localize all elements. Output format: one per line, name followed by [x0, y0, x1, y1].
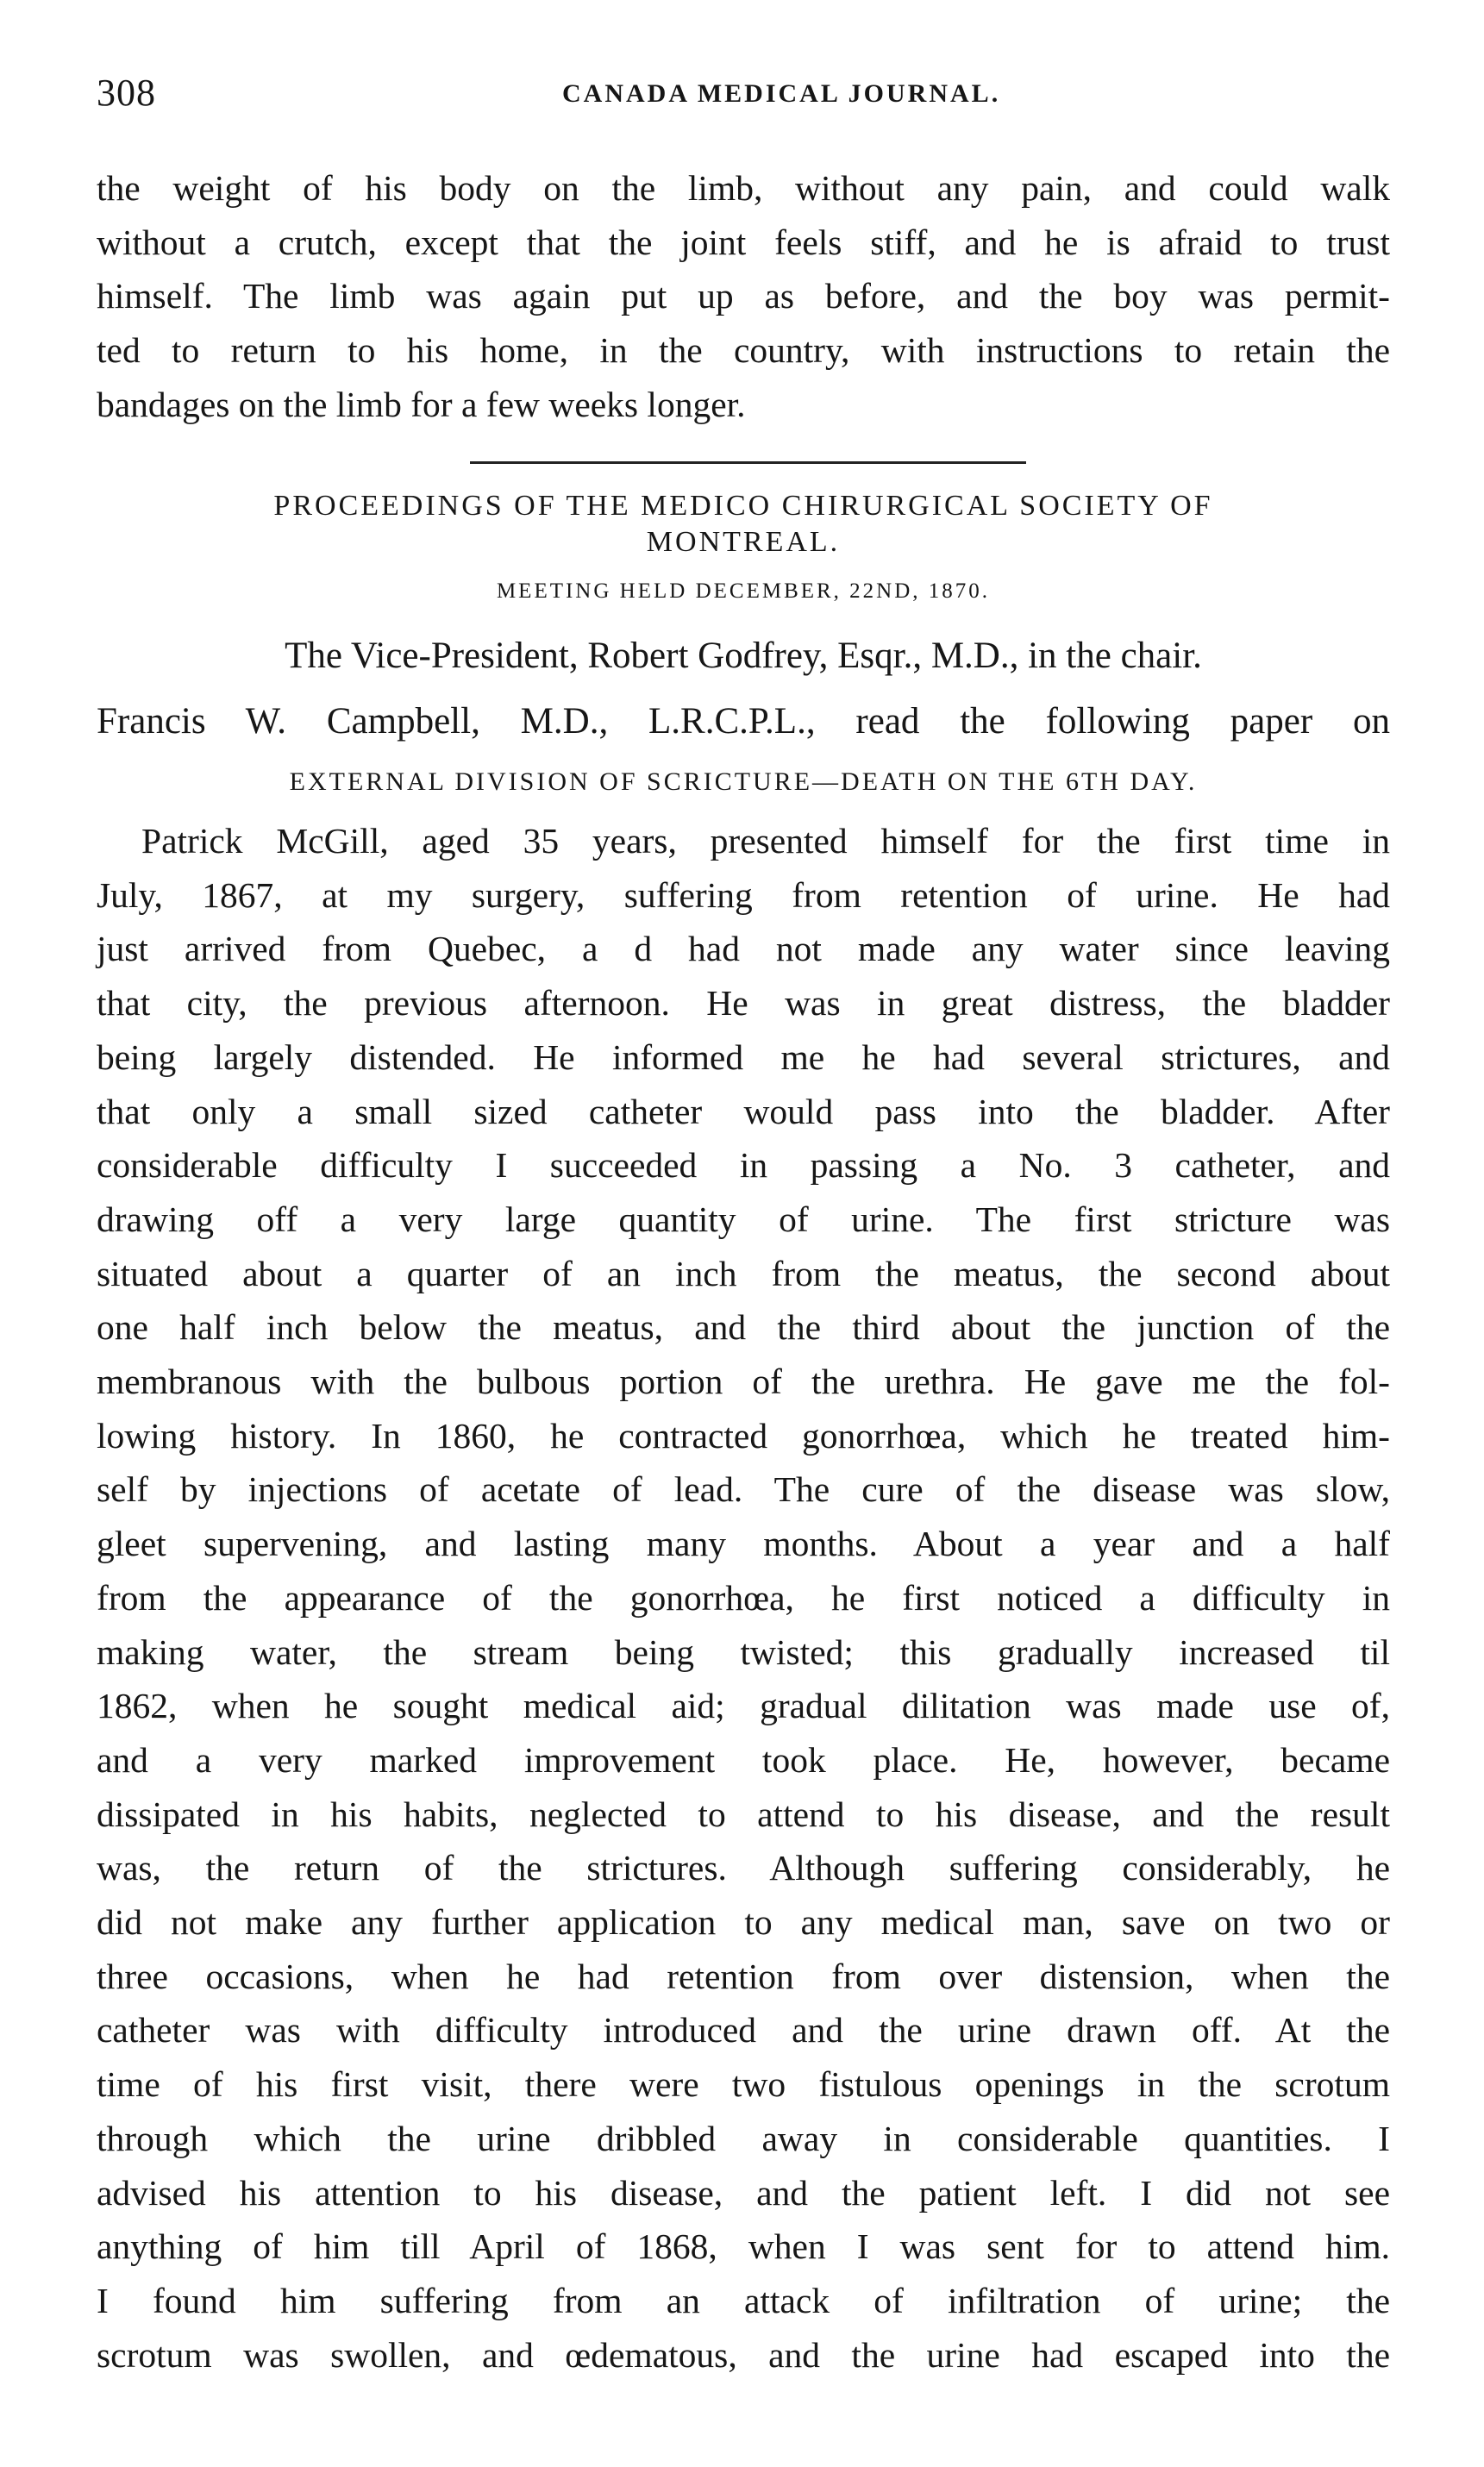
- text-line: being largely distended. He informed me he had several strictures, and: [97, 1036, 1390, 1077]
- chair-line: The Vice-President, Robert Godfrey, Esqr., M.D., in the chair.: [285, 636, 1202, 676]
- text-line: self by injections of acetate of lead. The cure of the disease was slow,: [97, 1469, 1390, 1510]
- text-line: was, the return of the strictures. Although suffering considerably, he: [97, 1848, 1390, 1888]
- text-line: time of his first visit, there were two fistulous openings in the scrotum: [97, 2064, 1390, 2105]
- text-line: that city, the previous afternoon. He was in great distress, the bladder: [97, 983, 1390, 1024]
- read-by-line: Francis W. Campbell, M.D., L.R.C.P.L., read the following paper on: [97, 701, 1390, 742]
- text-line: did not make any further application to any medical man, save on two or: [97, 1902, 1390, 1943]
- text-line: situated about a quarter of an inch from the meatus, the second about: [97, 1253, 1390, 1293]
- text-line: I found him suffering from an attack of infiltration of urine; the: [97, 2280, 1390, 2320]
- text-line: himself. The limb was again put up as before, and the boy was permit-: [97, 276, 1390, 316]
- text-line: the weight of his body on the limb, without any pain, and could walk: [97, 168, 1390, 208]
- journal-title: CANADA MEDICAL JOURNAL.: [562, 79, 1001, 108]
- section-divider: [470, 461, 1026, 464]
- text-line: without a crutch, except that the joint feels stiff, and he is afraid to trust: [97, 222, 1390, 262]
- text-line: one half inch below the meatus, and the third about the junction of the: [97, 1307, 1390, 1348]
- text-line: considerable difficulty I succeeded in passing a No. 3 catheter, and: [97, 1145, 1390, 1186]
- text-line: through which the urine dribbled away in considerable quantities. I: [97, 2118, 1390, 2158]
- text-line: from the appearance of the gonorrhœa, he first noticed a difficulty in: [97, 1577, 1390, 1618]
- text-line: gleet supervening, and lasting many months. About a year and a half: [97, 1524, 1390, 1564]
- text-line: ted to return to his home, in the country, with instructions to retain the: [97, 330, 1390, 371]
- text-line: that only a small sized catheter would pass into the bladder. After: [97, 1091, 1390, 1131]
- text-line: July, 1867, at my surgery, suffering from retention of urine. He had: [97, 874, 1390, 915]
- text-line: catheter was with difficulty introduced and the urine drawn off. At the: [97, 2010, 1390, 2051]
- page-number: 308: [97, 72, 156, 114]
- text-line: and a very marked improvement took place. He, however, became: [97, 1739, 1390, 1780]
- paper-title: EXTERNAL DIVISION OF SCRICTURE—DEATH ON THE 6TH DAY.: [289, 767, 1198, 796]
- text-line: membranous with the bulbous portion of the urethra. He gave me the fol-: [97, 1362, 1390, 1402]
- text-line: 1862, when he sought medical aid; gradual dilitation was made use of,: [97, 1686, 1390, 1726]
- text-line: drawing off a very large quantity of urine. The first stricture was: [97, 1199, 1390, 1239]
- text-line: lowing history. In 1860, he contracted gonorrhœa, which he treated him-: [97, 1415, 1390, 1456]
- society-title-line: MONTREAL.: [646, 526, 841, 558]
- meeting-date: MEETING HELD DECEMBER, 22ND, 1870.: [496, 579, 991, 603]
- case-paragraph: [97, 814, 1390, 2382]
- society-title-line: PROCEEDINGS OF THE MEDICO CHIRURGICAL SOCIETY OF: [273, 490, 1213, 522]
- text-line: anything of him till April of 1868, when I was sent for to attend him.: [97, 2226, 1390, 2267]
- text-line: Patrick McGill, aged 35 years, presented himself for the first time in: [141, 821, 1390, 861]
- text-line: dissipated in his habits, neglected to attend to his disease, and the result: [97, 1794, 1390, 1834]
- text-line: making water, the stream being twisted; this gradually increased til: [97, 1631, 1390, 1672]
- text-line: bandages on the limb for a few weeks longer.: [97, 384, 746, 424]
- text-line: advised his attention to his disease, and the patient left. I did not see: [97, 2172, 1390, 2213]
- text-line: just arrived from Quebec, a d had not made any water since leaving: [97, 929, 1390, 969]
- running-head: [97, 71, 1390, 122]
- text-line: scrotum was swollen, and œdematous, and the urine had escaped into the: [97, 2334, 1390, 2375]
- continued-paragraph: [97, 161, 1390, 432]
- text-line: three occasions, when he had retention from over distension, when the: [97, 1956, 1390, 1996]
- society-title: [97, 488, 1390, 560]
